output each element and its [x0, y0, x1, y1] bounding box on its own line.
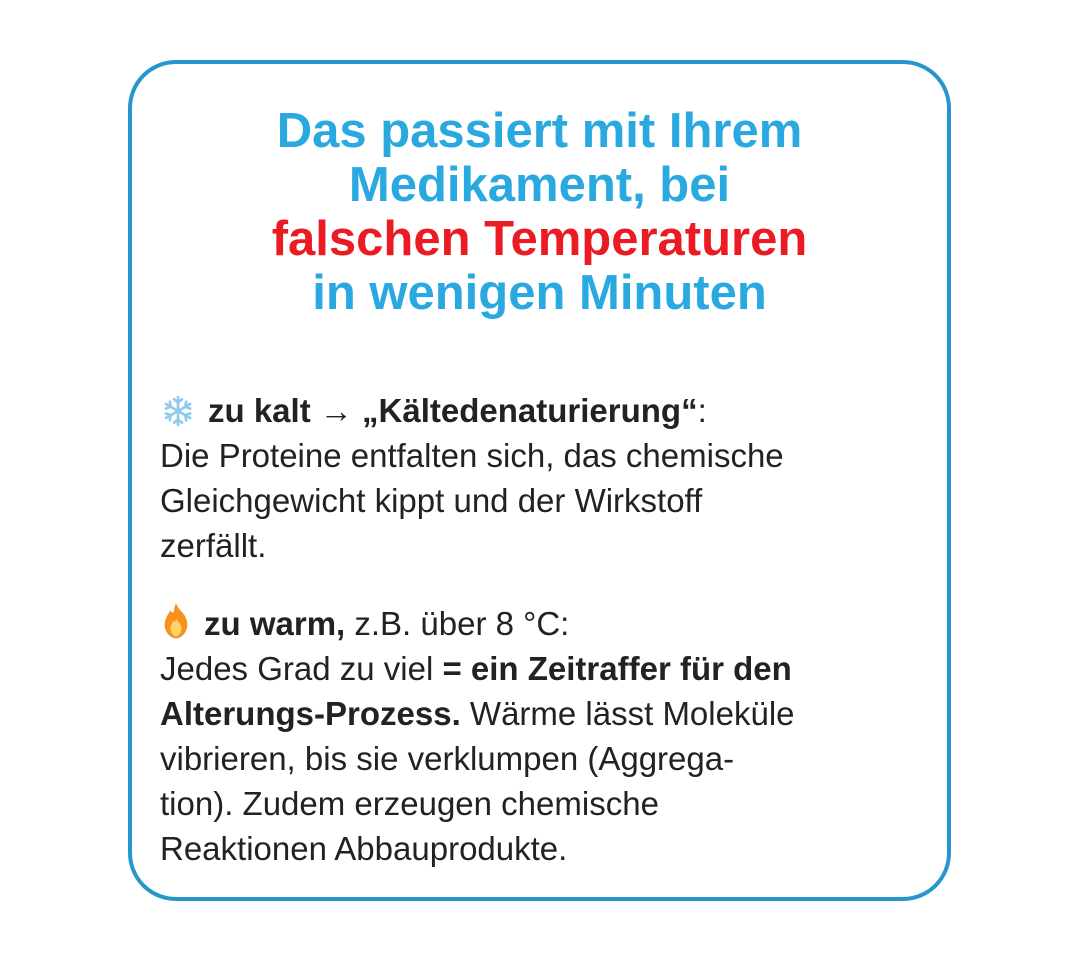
- title-line-4: in wenigen Minuten: [312, 266, 767, 320]
- cold-body-text: Die Proteine entfalten sich, das chemische Gleichgewicht kippt und der Wirkstoff zerfällt.: [160, 437, 784, 564]
- body-content: [160, 388, 917, 871]
- page-title: [142, 104, 937, 320]
- section-too-warm: [160, 601, 917, 871]
- warm-heading: [160, 601, 917, 646]
- warm-body-text: Jedes Grad zu viel = ein Zeitraffer für den Alterungs-Prozess. Wärme lässt Moleküle vibrieren, bis sie verklumpen (Aggrega- tion). Zudem erzeugen chemische Reaktionen Abbauprodukte.: [160, 650, 795, 867]
- snowflake-icon: [160, 393, 196, 429]
- info-card: [128, 60, 951, 901]
- title-line-3-emphasis: falschen Temperaturen: [271, 212, 808, 266]
- title-line-2: Medikament, bei: [348, 158, 731, 212]
- title-line-1: Das passiert mit Ihrem: [276, 104, 803, 158]
- section-too-cold: [160, 388, 917, 568]
- cold-heading: [160, 388, 917, 433]
- warm-heading-text: zu warm, z.B. über 8 °C:: [204, 605, 570, 642]
- cold-heading-text: zu kalt → „Kältedenaturierung“:: [208, 392, 707, 429]
- flame-icon: [160, 602, 192, 642]
